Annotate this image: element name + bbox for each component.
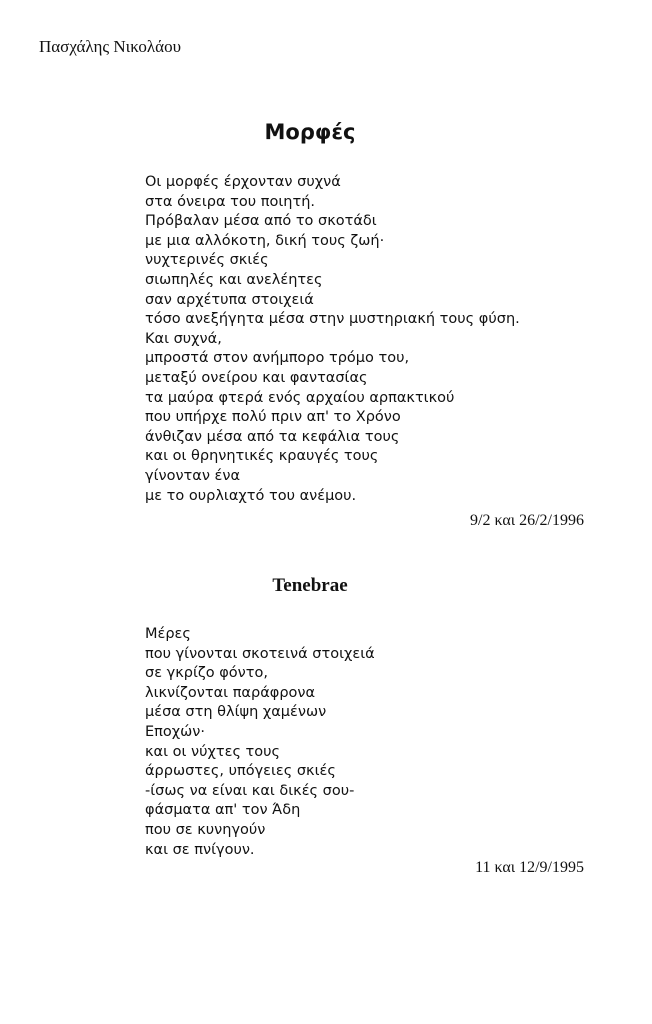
poem-line: και οι θρηνητικές κραυγές τους (145, 448, 379, 465)
poem-line: μεταξύ ονείρου και φαντασίας (145, 369, 368, 386)
poem-line: και οι νύχτες τους (145, 743, 281, 760)
poem-line: σαν αρχέτυπα στοιχειά (145, 291, 314, 308)
poem-line: τα μαύρα φτερά ενός αρχαίου αρπακτικού (145, 389, 455, 406)
poem-line: με μια αλλόκοτη, δική τους ζωή· (145, 232, 385, 249)
poem-line: Οι μορφές έρχονταν συχνά (145, 174, 341, 190)
poem-line: μπροστά στον ανήμπορο τρόμο του, (145, 350, 410, 367)
poem-line: σε γκρίζο φόντο, (145, 665, 268, 682)
poem-line: μέσα στη θλίψη χαμένων (145, 704, 327, 721)
poem-line: με το ουρλιαχτό του ανέμου. (145, 487, 357, 504)
poem-line: στα όνειρα του ποιητή. (145, 193, 315, 210)
poem-line: τόσο ανεξήγητα μέσα στην μυστηριακή τους φύση. (145, 311, 520, 328)
poem-line: άρρωστες, υπόγειες σκιές (145, 763, 336, 780)
poem-line: γίνονταν ένα (145, 467, 241, 484)
poem-morfes-date: 9/2 και 26/2/1996 (470, 512, 584, 529)
poem-line: Πρόβαλαν μέσα από το σκοτάδι (145, 213, 377, 230)
poem-line: -ίσως να είναι και δικές σου- (145, 782, 355, 799)
poem-morfes-body (145, 173, 520, 506)
poem-line: Και συχνά, (145, 330, 222, 347)
poem-line: Μέρες (145, 626, 191, 642)
poem-line: λικνίζονται παράφρονα (145, 684, 316, 701)
poem-line: και σε πνίγουν. (145, 841, 255, 858)
poem-line: φάσματα απ' τον Άδη (145, 802, 301, 819)
poem-line: που υπήρχε πολύ πριν απ' το Χρόνο (145, 409, 401, 426)
poem-tenebrae-date: 11 και 12/9/1995 (475, 859, 584, 876)
poem-tenebrae-body (145, 625, 375, 860)
poem-title-tenebrae: Tenebrae (272, 575, 348, 596)
poem-title-morfes: Μορφές (264, 120, 356, 144)
poem-line: σιωπηλές και ανελέητες (145, 271, 323, 288)
poem-line: νυχτερινές σκιές (145, 252, 269, 269)
poem-line: Εποχών· (145, 723, 205, 740)
author-name: Πασχάλης Νικολάου (39, 37, 182, 56)
poem-line: που σε κυνηγούν (145, 821, 266, 838)
poem-line: άνθιζαν μέσα από τα κεφάλια τους (145, 428, 400, 445)
poem-line: που γίνονται σκοτεινά στοιχειά (145, 645, 375, 662)
